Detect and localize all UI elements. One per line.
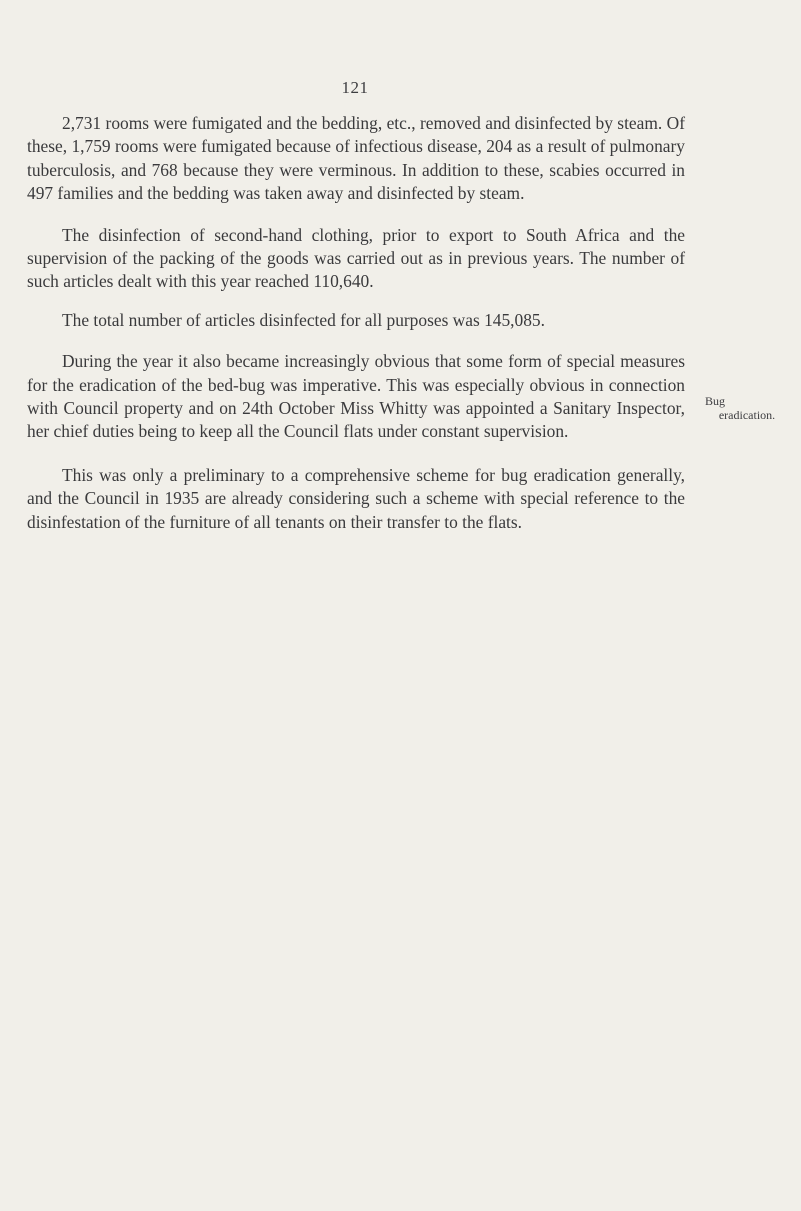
- paragraph-comprehensive-scheme: This was only a preliminary to a comprehensive scheme for bug eradication generally, and the Council in 1935 are already considering such a scheme with special reference to the disinfestation of the furniture of all tenants on their transfer to the flats.: [27, 464, 685, 532]
- margin-note-bug-eradication: [697, 394, 797, 422]
- paragraph-fumigation: 2,731 rooms were fumigated and the bedding, etc., removed and disinfected by steam. Of these, 1,759 rooms were fumigated because of infectious disease, 204 as a result of pulmonary tuberculosis, and 768 because they were verminous. In addition to these, scabies occurred in 497 families and the bedding was taken away and disinfected by steam.: [27, 113, 685, 204]
- body-text: [27, 112, 685, 552]
- margin-note-line-2: eradication.: [718, 408, 776, 422]
- margin-note-line-1: Bug: [705, 394, 726, 408]
- paragraph-total-articles: The total number of articles disinfected for all purposes was 145,085.: [62, 309, 545, 330]
- page-number: 121: [341, 78, 369, 97]
- paragraph-bed-bug: During the year it also became increasingly obvious that some form of special measures for the eradication of the bed-bug was imperative. This was especially obvious in connection with Council property and on 24th October Miss Whitty was appointed a Sanitary Inspector, her chief duties being to keep all the Council flats under constant supervision.: [27, 351, 685, 442]
- paragraph-second-hand-clothing: The disinfection of second-hand clothing, prior to export to South Africa and the supervision of the packing of the goods was carried out as in previous years. The number of such articles dealt with this year reached 110,640.: [27, 224, 685, 292]
